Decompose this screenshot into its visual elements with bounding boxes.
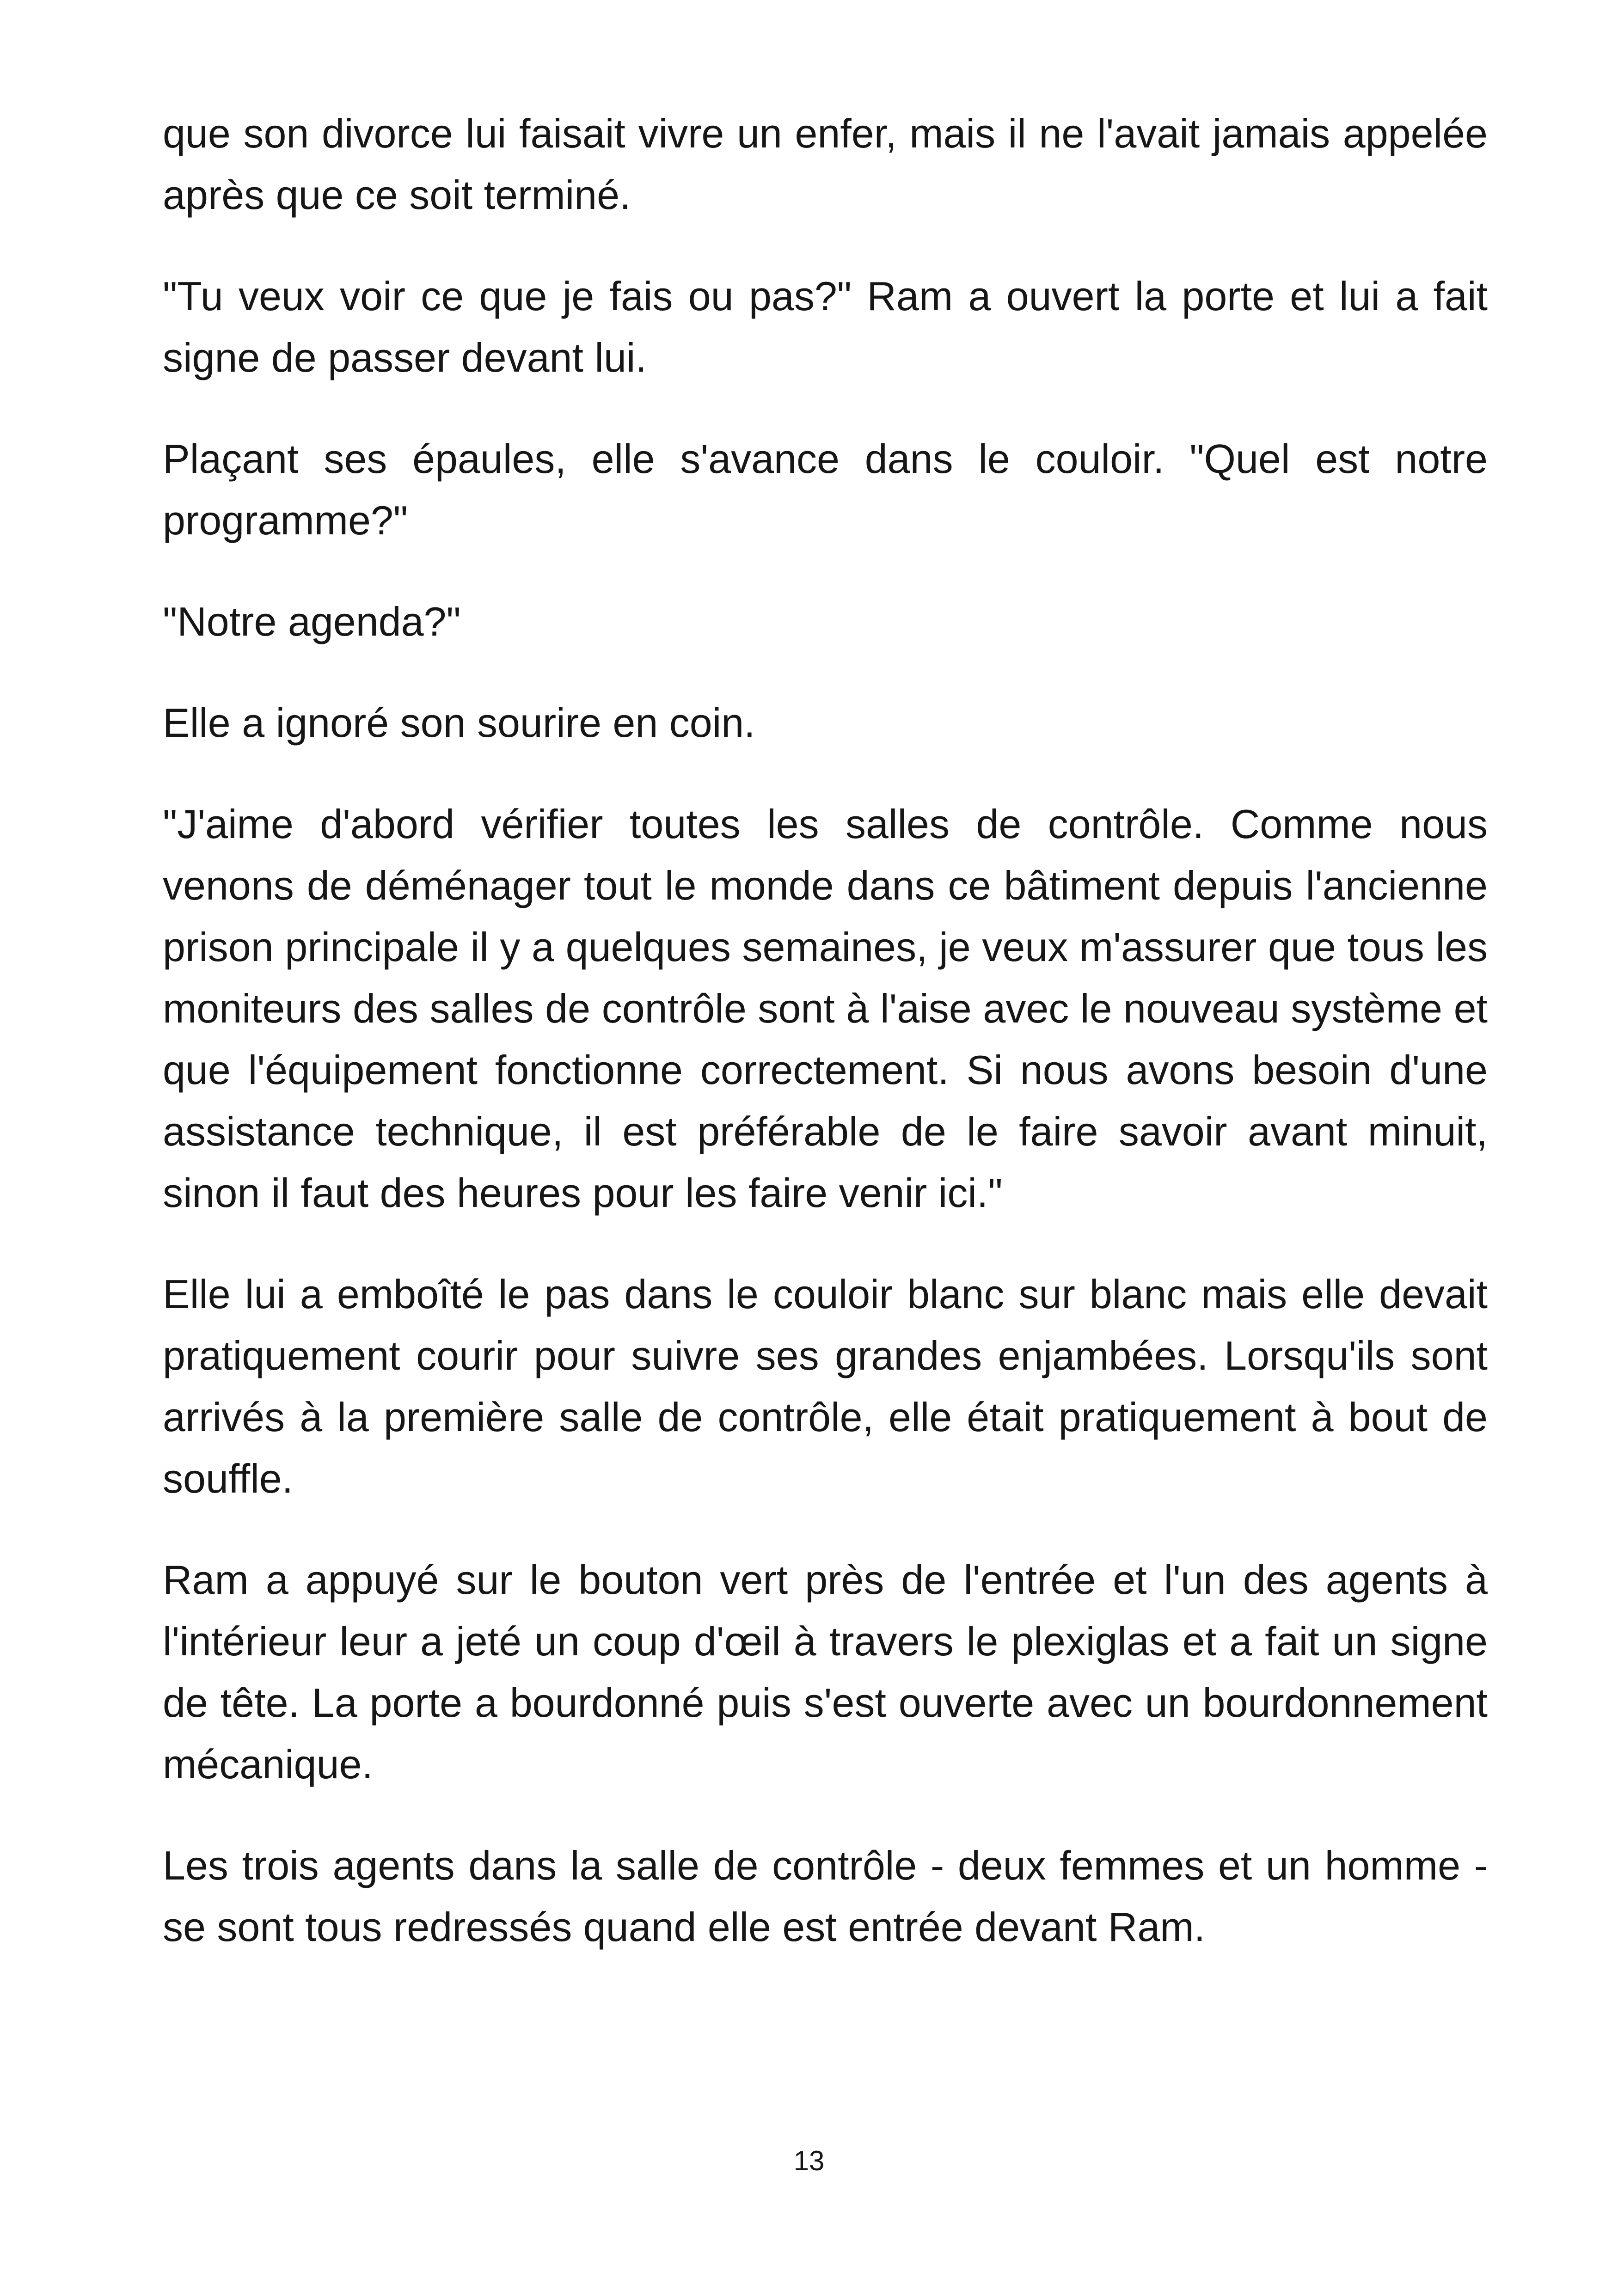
- paragraph-7: Elle lui a emboîté le pas dans le couloir blanc sur blanc mais elle devait pratiquement courir pour suivre ses grandes enjambées. Lorsqu'ils sont arrivés à la première salle de contrôle, elle était pratiquement à bout de souffle.: [163, 1271, 1488, 1501]
- paragraph-2: "Tu veux voir ce que je fais ou pas?" Ram a ouvert la porte et lui a fait signe de passer devant lui.: [163, 273, 1488, 380]
- paragraph-4: "Notre agenda?": [163, 599, 461, 644]
- paragraph-6: "J'aime d'abord vérifier toutes les salles de contrôle. Comme nous venons de déménager tout le monde dans ce bâtiment depuis l'ancienne prison principale il y a quelques semaines, je veux m'assurer que tous les moniteurs des salles de contrôle sont à l'aise avec le nouveau système et que l'équipement fonctionne correctement. Si nous avons besoin d'une assistance technique, il est préférable de le faire savoir avant minuit, sinon il faut des heures pour les faire venir ici.": [163, 801, 1488, 1216]
- paragraph-1: que son divorce lui faisait vivre un enfer, mais il ne l'avait jamais appelée après que ce soit terminé.: [163, 110, 1488, 218]
- page-number: 13: [793, 2145, 825, 2176]
- body-text: [163, 103, 1488, 1997]
- paragraph-5: Elle a ignoré son sourire en coin.: [163, 700, 755, 746]
- paragraph-9: Les trois agents dans la salle de contrôle - deux femmes et un homme - se sont tous redressés quand elle est entrée devant Ram.: [163, 1843, 1488, 1950]
- paragraph-8: Ram a appuyé sur le bouton vert près de l'entrée et l'un des agents à l'intérieur leur a jeté un coup d'œil à travers le plexiglas et a fait un signe de tête. La porte a bourdonné puis s'est ouverte avec un bourdonnement mécanique.: [163, 1557, 1488, 1787]
- paragraph-3: Plaçant ses épaules, elle s'avance dans le couloir. "Quel est notre programme?": [163, 436, 1488, 543]
